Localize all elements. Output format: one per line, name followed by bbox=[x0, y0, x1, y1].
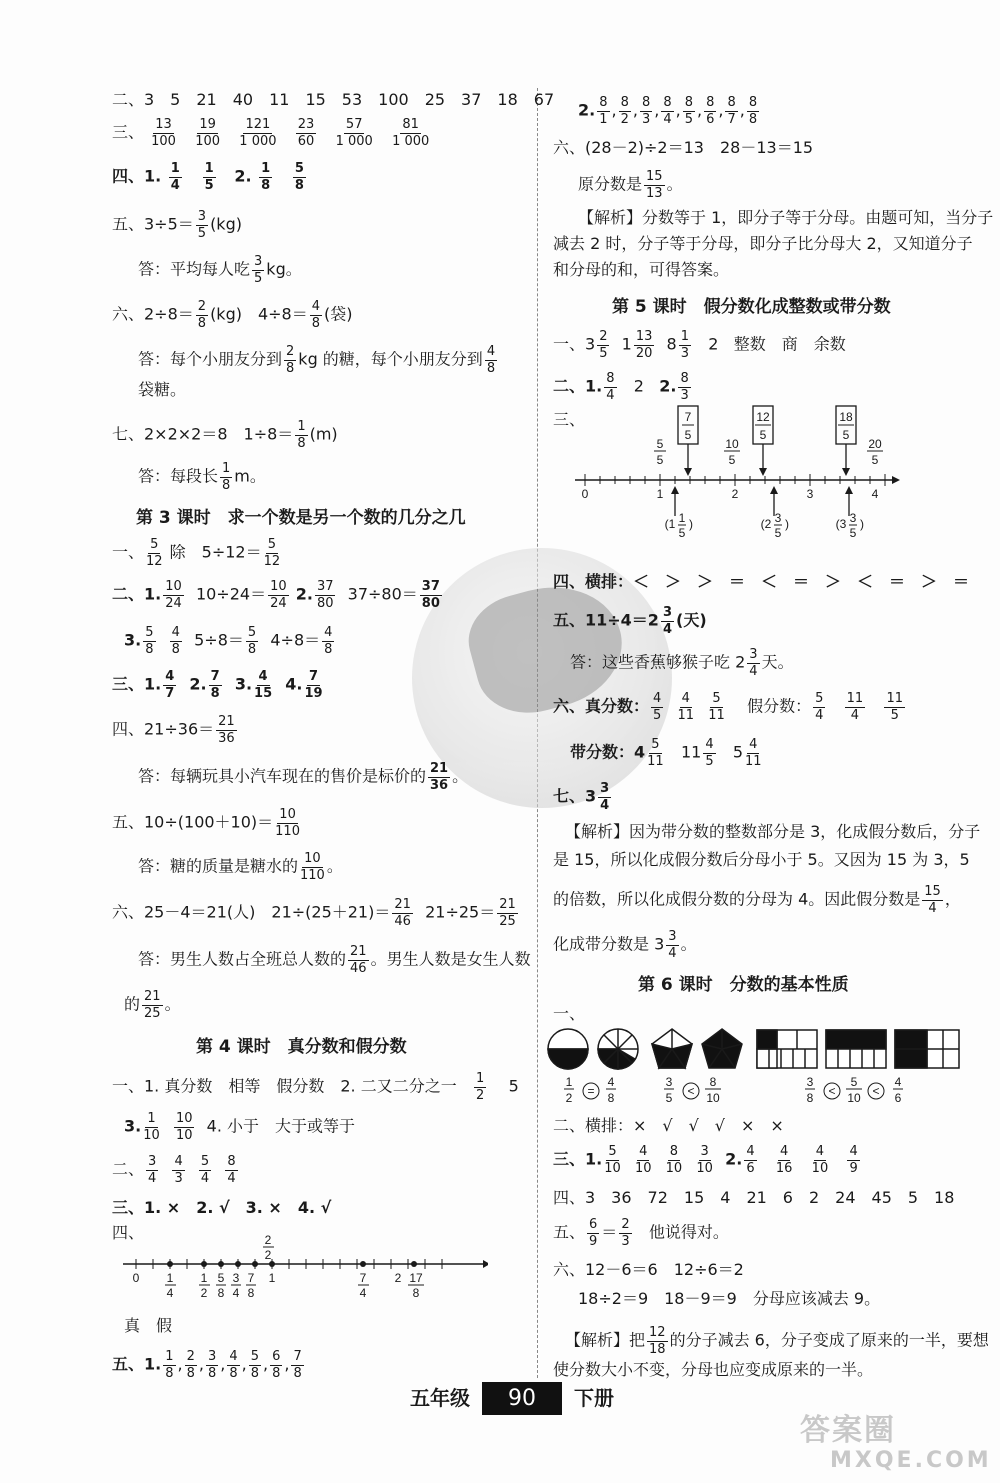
svg-text:10: 10 bbox=[725, 437, 739, 451]
svg-text:2: 2 bbox=[200, 1286, 208, 1300]
answer-line: 一、1. 真分数 相等 假分数 2. 二又二分之一 $\frac{1}{2}$ 5 bbox=[112, 1071, 519, 1103]
svg-text:3: 3 bbox=[806, 1075, 814, 1089]
answer-line: 七、2×2×2＝8 1÷8＝ $\frac{1}{8}$ (m) bbox=[112, 419, 338, 451]
svg-text:<: < bbox=[828, 1084, 836, 1098]
svg-text:<: < bbox=[687, 1084, 695, 1098]
svg-text:5: 5 bbox=[774, 526, 782, 540]
answer-line: 袋糖。 bbox=[138, 380, 187, 399]
analysis-text: 使分数大小不变，分母也应变成原来的一半。 bbox=[553, 1360, 874, 1379]
svg-text:5: 5 bbox=[871, 453, 879, 467]
watermark-url: MXQE.COM bbox=[830, 1448, 992, 1473]
svg-text:(1: (1 bbox=[664, 517, 676, 531]
svg-text:(3: (3 bbox=[835, 517, 847, 531]
answer-line: 3. $\frac{5}{8}$ $\frac{4}{8}$ 5÷8＝ $\frac{5}{8}$ 4÷8＝ $\frac{4}{8}$ bbox=[124, 625, 333, 657]
svg-text:8: 8 bbox=[217, 1286, 225, 1300]
analysis-text: 【解析】因为带分数的整数部分是 3，化成假分数后，分子 bbox=[565, 822, 981, 841]
svg-text:5: 5 bbox=[728, 453, 736, 467]
analysis-text: 化成带分数是 3 $\frac{3}{4}$ 。 bbox=[553, 929, 697, 961]
svg-text:1: 1 bbox=[166, 1271, 174, 1285]
answer-line: 18÷2＝9 18－9＝9 分母应该减去 9。 bbox=[578, 1289, 881, 1308]
analysis-text: 和分母的和，可得答案。 bbox=[553, 260, 730, 279]
number-line-right bbox=[570, 404, 910, 544]
answer-line: 四、3 36 72 15 4 21 6 2 24 45 5 18 bbox=[553, 1188, 955, 1207]
svg-text:4: 4 bbox=[232, 1286, 240, 1300]
svg-text:20: 20 bbox=[868, 437, 882, 451]
answer-line: 二、横排：× √ √ √ × × bbox=[553, 1116, 784, 1135]
svg-text:2: 2 bbox=[264, 1248, 272, 1262]
answer-line: 答：平均每人吃 $\frac{3}{5}$ kg。 bbox=[138, 254, 302, 286]
svg-text:0: 0 bbox=[132, 1271, 140, 1285]
svg-text:4: 4 bbox=[359, 1286, 367, 1300]
svg-text:5: 5 bbox=[684, 428, 692, 442]
svg-text:1: 1 bbox=[678, 511, 686, 525]
analysis-text: 【解析】把 $\frac{12}{18}$ 的分子减去 6，分子变成了原来的一半，要想 bbox=[565, 1325, 989, 1357]
svg-text:7: 7 bbox=[359, 1271, 367, 1285]
svg-text:2: 2 bbox=[565, 1091, 573, 1105]
section-heading: 第 4 课时 真分数和假分数 bbox=[196, 1037, 407, 1057]
answer-line: 五、3÷5＝ $\frac{3}{5}$ (kg) bbox=[112, 209, 242, 241]
answer-line: 七、3 $\frac{3}{4}$ bbox=[553, 781, 610, 813]
answer-line: 五、10÷(100＋10)＝ $\frac{10}{110}$ bbox=[112, 807, 300, 839]
svg-text:4: 4 bbox=[894, 1075, 902, 1089]
answer-line: 一、 $\frac{5}{12}$ 除 5÷12＝ $\frac{5}{12}$ bbox=[112, 537, 281, 569]
answer-line: 二、 $\frac{3}{4}$ $\frac{4}{3}$ $\frac{5}{4}$ $\frac{8}{4}$ bbox=[112, 1154, 236, 1186]
svg-text:7: 7 bbox=[247, 1271, 255, 1285]
answer-line: 答：这些香蕉够猴子吃 2 $\frac{3}{4}$ 天。 bbox=[570, 647, 794, 679]
svg-text:6: 6 bbox=[894, 1091, 902, 1105]
answer-line: 原分数是 $\frac{15}{13}$ 。 bbox=[578, 169, 683, 201]
answer-line: 三、1. $\frac{5}{10}$ $\frac{4}{10}$ $\frac{8}{10}$ $\frac{3}{10}$ 2. $\frac{4}{6}$ $\frac{4}{16}$ $\frac{4}{10}$ $\frac{4}{9}$ bbox=[553, 1144, 858, 1176]
answer-line: 3. $\frac{1}{10}$ $\frac{10}{10}$ 4. 小于 大于或等于 bbox=[124, 1111, 356, 1143]
answer-line: 四、横排：＜ ＞ ＞ ＝ ＜ ＝ ＞ ＜ ＝ ＞ ＝ bbox=[553, 572, 970, 591]
svg-text:10: 10 bbox=[706, 1091, 720, 1105]
svg-text:1: 1 bbox=[268, 1271, 276, 1285]
svg-text:1: 1 bbox=[565, 1075, 573, 1089]
svg-text:8: 8 bbox=[247, 1286, 255, 1300]
answer-line: 五、 $\frac{6}{9}$ ＝ $\frac{2}{3}$ 他说得对。 bbox=[553, 1217, 729, 1249]
answer-line: 答：糖的质量是糖水的 $\frac{10}{110}$ 。 bbox=[138, 851, 343, 883]
grade-label: 五年级 bbox=[410, 1386, 470, 1410]
analysis-text: 【解析】分数等于 1，即分子等于分母。由题可知，当分子 bbox=[578, 208, 994, 227]
answer-line: 三、1. × 2. √ 3. × 4. √ bbox=[112, 1198, 332, 1217]
answer-line: 一、 bbox=[553, 1004, 586, 1023]
answer-line: 二、1. $\frac{10}{24}$ 10÷24＝ $\frac{10}{24}$ 2. $\frac{37}{80}$ 37÷80＝ $\frac{37}{80}$ bbox=[112, 579, 440, 611]
answer-line: 带分数：4 $\frac{5}{11}$ 11 $\frac{4}{5}$ 5 $\frac{4}{11}$ bbox=[570, 737, 762, 769]
svg-text:8: 8 bbox=[607, 1091, 615, 1105]
svg-text:5: 5 bbox=[665, 1091, 673, 1105]
svg-text:2: 2 bbox=[731, 487, 739, 501]
svg-text:7: 7 bbox=[684, 410, 692, 424]
answer-line: 六、2÷8＝ $\frac{2}{8}$ (kg) 4÷8＝ $\frac{4}{8}$ (袋) bbox=[112, 299, 353, 331]
svg-text:4: 4 bbox=[166, 1286, 174, 1300]
svg-text:5: 5 bbox=[217, 1271, 225, 1285]
analysis-text: 减去 2 时，分子等于分母，即分子比分母大 2，又知道分子 bbox=[553, 234, 973, 253]
watermark-logo: 答案圈 bbox=[800, 1413, 896, 1448]
page-footer bbox=[410, 1382, 614, 1415]
page-number: 90 bbox=[482, 1382, 562, 1415]
svg-text:5: 5 bbox=[678, 526, 686, 540]
answer-line: 的 $\frac{21}{25}$ 。 bbox=[124, 989, 181, 1021]
answer-line: 四、21÷36＝ $\frac{21}{36}$ bbox=[112, 714, 235, 746]
answer-line: 五、1. $\frac{1}{8}$ , $\frac{2}{8}$ , $\frac{3}{8}$ , $\frac{4}{8}$ , $\frac{5}{8}$ , $\frac{6}{8}$ , $\frac{7}{8}$ bbox=[112, 1349, 302, 1381]
svg-text:2: 2 bbox=[394, 1271, 402, 1285]
number-line-left bbox=[118, 1232, 488, 1302]
svg-text:3: 3 bbox=[806, 487, 814, 501]
svg-text:18: 18 bbox=[839, 410, 853, 424]
svg-text:(2: (2 bbox=[760, 517, 772, 531]
answer-line: 四、 bbox=[112, 1223, 145, 1242]
analysis-text: 的倍数，所以化成假分数的分母为 4。因此假分数是 $\frac{15}{4}$ ， bbox=[553, 884, 961, 916]
analysis-text: 是 15，所以化成假分数后分母小于 5。又因为 15 为 3，5 bbox=[553, 850, 970, 869]
svg-text:8: 8 bbox=[709, 1075, 717, 1089]
answer-line: 三、 $\frac{13}{100}$ $\frac{19}{100}$ $\frac{121}{1 000}$ $\frac{23}{60}$ $\frac{57}{1 000}$ $\frac{81}{1 000}$ bbox=[112, 117, 430, 149]
svg-text:5: 5 bbox=[656, 453, 664, 467]
svg-text:2: 2 bbox=[264, 1233, 272, 1247]
svg-text:10: 10 bbox=[847, 1091, 861, 1105]
svg-text:3: 3 bbox=[849, 511, 857, 525]
svg-text:5: 5 bbox=[849, 526, 857, 540]
volume-label: 下册 bbox=[574, 1386, 614, 1410]
section-heading: 第 5 课时 假分数化成整数或带分数 bbox=[612, 297, 891, 317]
svg-text:): ) bbox=[689, 517, 693, 531]
svg-text:12: 12 bbox=[756, 410, 770, 424]
answer-line: 答：每段长 $\frac{1}{8}$ m。 bbox=[138, 461, 266, 493]
svg-text:8: 8 bbox=[806, 1091, 814, 1105]
svg-text:5: 5 bbox=[842, 428, 850, 442]
answer-line: 答：每辆玩具小汽车现在的售价是标价的 $\frac{21}{36}$ 。 bbox=[138, 761, 469, 793]
svg-text:8: 8 bbox=[412, 1286, 420, 1300]
svg-text:3: 3 bbox=[665, 1075, 673, 1089]
section-heading: 第 6 课时 分数的基本性质 bbox=[638, 975, 849, 995]
svg-text:17: 17 bbox=[409, 1271, 423, 1285]
svg-text:=: = bbox=[587, 1084, 595, 1098]
answer-line: 六、12－6＝6 12÷6＝2 bbox=[553, 1260, 744, 1279]
svg-text:3: 3 bbox=[232, 1271, 240, 1285]
answer-line: 一、3 $\frac{2}{5}$ 1 $\frac{13}{20}$ 8 $\frac{1}{3}$ 2 整数 商 余数 bbox=[553, 329, 846, 361]
answer-line: 四、1. $\frac{1}{4}$ $\frac{1}{5}$ 2. $\frac{1}{8}$ $\frac{5}{8}$ bbox=[112, 161, 304, 193]
svg-text:4: 4 bbox=[607, 1075, 615, 1089]
answer-line: 真 假 bbox=[124, 1316, 173, 1335]
svg-text:<: < bbox=[872, 1084, 880, 1098]
answer-line: 六、25－4＝21(人) 21÷(25＋21)＝ $\frac{21}{46}$ 21÷25＝ $\frac{21}{25}$ bbox=[112, 897, 516, 929]
svg-text:): ) bbox=[785, 517, 789, 531]
svg-text:4: 4 bbox=[871, 487, 879, 501]
svg-text:1: 1 bbox=[656, 487, 664, 501]
svg-text:1: 1 bbox=[200, 1271, 208, 1285]
answer-line: 2. $\frac{8}{1}$ , $\frac{8}{2}$ , $\frac{8}{3}$ , $\frac{8}{4}$ , $\frac{8}{5}$ , $\frac{8}{6}$ , $\frac{8}{7}$ , $\frac{8}{8}$ bbox=[578, 95, 758, 127]
svg-text:3: 3 bbox=[774, 511, 782, 525]
section-heading: 第 3 课时 求一个数是另一个数的几分之几 bbox=[136, 508, 466, 528]
answer-line: 答：男生人数占全班总人数的 $\frac{21}{46}$ 。男生人数是女生人数 bbox=[138, 944, 531, 976]
answer-line: 六、真分数： $\frac{4}{5}$ $\frac{4}{11}$ $\frac{5}{11}$ 假分数： $\frac{5}{4}$ $\frac{11}{4}$ $\frac{11}{5}$ bbox=[553, 691, 903, 723]
svg-text:0: 0 bbox=[581, 487, 589, 501]
svg-text:): ) bbox=[860, 517, 864, 531]
svg-text:5: 5 bbox=[759, 428, 767, 442]
answer-line: 五、11÷4＝2 $\frac{3}{4}$ (天) bbox=[553, 605, 707, 637]
answer-line: 二、1. $\frac{8}{4}$ 2 2. $\frac{8}{3}$ bbox=[553, 371, 689, 403]
svg-text:5: 5 bbox=[850, 1075, 858, 1089]
answer-line: 二、3 5 21 40 11 15 53 100 25 37 18 67 bbox=[112, 90, 555, 109]
answer-line: 答：每个小朋友分到 $\frac{2}{8}$ kg 的糖，每个小朋友分到 $\frac{4}{8}$ bbox=[138, 344, 496, 376]
answer-line: 三、 bbox=[553, 410, 586, 429]
answer-line: 六、(28－2)÷2＝13 28－13＝15 bbox=[553, 138, 814, 157]
answer-line: 三、1. $\frac{4}{7}$ 2. $\frac{7}{8}$ 3. $\frac{4}{15}$ 4. $\frac{7}{19}$ bbox=[112, 669, 323, 701]
svg-text:5: 5 bbox=[656, 437, 664, 451]
fraction-shapes-figure bbox=[545, 1024, 965, 1114]
